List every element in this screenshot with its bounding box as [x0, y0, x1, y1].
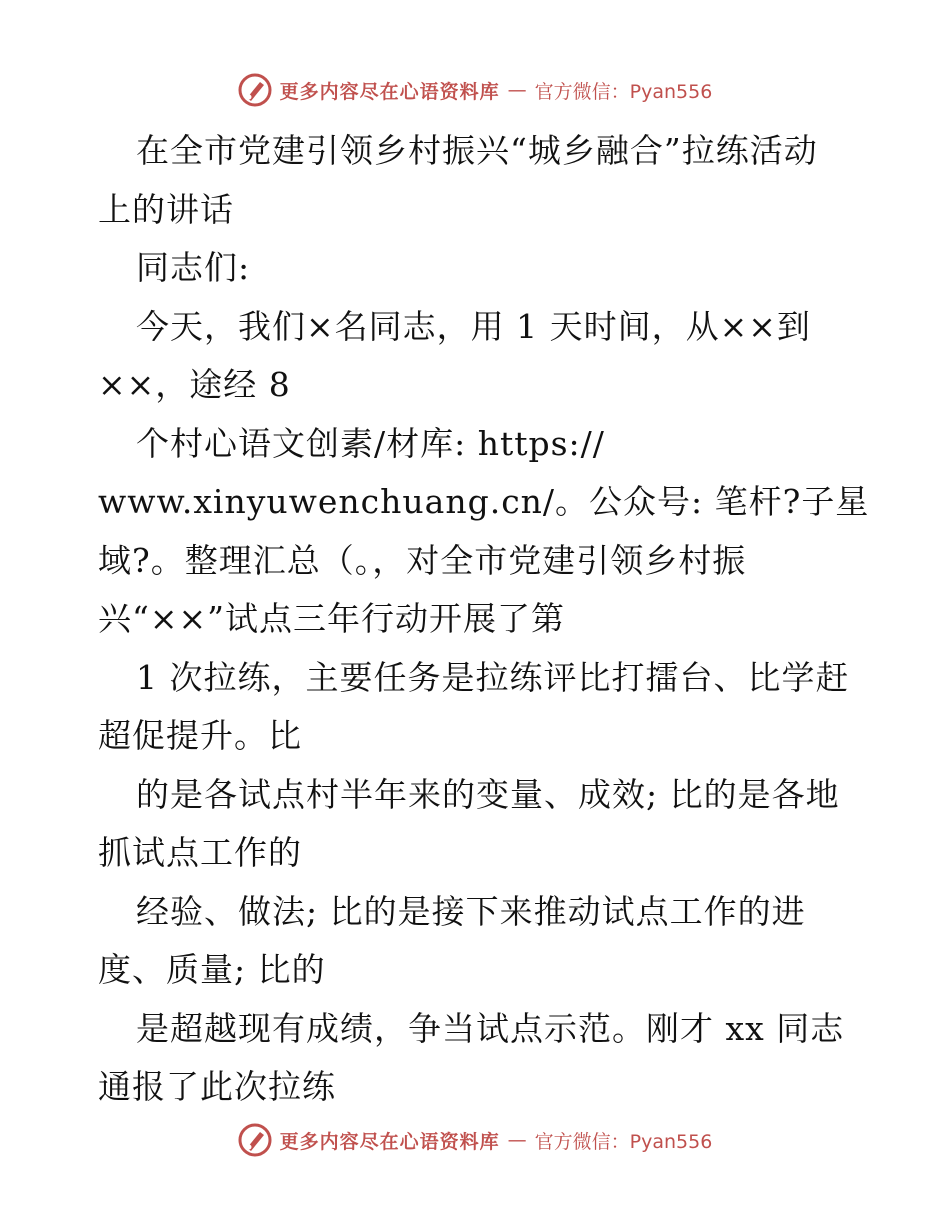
document-line: www.xinyuwenchuang.cn/。公众号: 笔杆?子星 [98, 482, 870, 521]
document-line: 是超越现有成绩，争当试点示范。刚才 xx 同志 [136, 1008, 845, 1048]
document-line: 的是各试点村半年来的变量、成效; 比的是各地 [136, 774, 840, 814]
watermark-brand-text: 更多内容尽在心语资料库 [279, 1130, 500, 1153]
document-line: 通报了此次拉练 [98, 1067, 336, 1106]
document-line: 经验、做法; 比的是接下来推动试点工作的进 [136, 891, 806, 931]
document-line: 超促提升。比 [98, 716, 302, 755]
watermark-wechat-text: 官方微信：Pyan556 [534, 80, 713, 103]
watermark-wechat-text: 官方微信：Pyan556 [534, 1130, 713, 1153]
pen-logo-icon [238, 1123, 272, 1157]
watermark-dash: — [507, 1129, 527, 1151]
document-line: 今天，我们×名同志，用 1 天时间，从××到 [136, 306, 811, 346]
document-line: ××，途经 8 [98, 365, 291, 404]
document-line: 抓试点工作的 [98, 833, 302, 872]
document-line: 在全市党建引领乡村振兴“城乡融合”拉练活动 [136, 131, 818, 170]
document-line: 上的讲话 [98, 189, 234, 229]
header-watermark [0, 70, 950, 110]
watermark-dash: — [507, 79, 527, 101]
watermark-brand-text: 更多内容尽在心语资料库 [279, 80, 500, 103]
document-line: 兴“××”试点三年行动开展了第 [98, 599, 566, 638]
document-line: 度、质量; 比的 [98, 950, 326, 989]
document-body [98, 122, 870, 1117]
document-line: 同志们: [136, 248, 251, 287]
document-line: 1 次拉练，主要任务是拉练评比打擂台、比学赶 [136, 657, 850, 697]
pen-logo-icon [238, 73, 272, 107]
document-line: 个村心语文创素/材库: https:// [136, 423, 605, 463]
document-line: 域?。整理汇总（。，对全市党建引领乡村振 [98, 540, 747, 580]
footer-watermark [0, 1120, 950, 1160]
